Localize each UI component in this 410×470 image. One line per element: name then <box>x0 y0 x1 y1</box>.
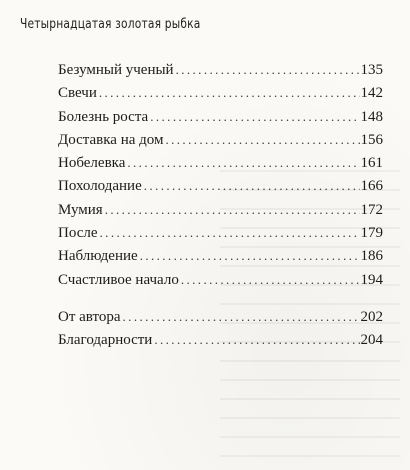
toc-entry[interactable] <box>58 198 383 221</box>
toc-entry[interactable] <box>58 58 383 81</box>
dot-leader <box>144 174 360 197</box>
dot-leader <box>127 151 359 174</box>
toc-entry[interactable] <box>58 244 383 267</box>
toc-entry[interactable] <box>58 128 383 151</box>
dot-leader <box>99 81 360 104</box>
toc-entry-title: Наблюдение <box>58 248 138 265</box>
toc-entry-title: После <box>58 225 98 242</box>
toc-entry[interactable] <box>58 305 383 328</box>
toc-entry-title: От автора <box>58 308 121 325</box>
toc-entry-page: 161 <box>360 155 383 172</box>
dot-leader <box>100 221 360 244</box>
toc-entry-title: Похолодание <box>58 178 142 195</box>
running-head: Четырнадцатая золотая рыбка <box>20 16 201 32</box>
dot-leader <box>154 328 359 351</box>
toc-group-back-matter <box>58 305 383 352</box>
toc-entry-page: 142 <box>360 85 383 102</box>
table-of-contents <box>58 58 383 352</box>
toc-entry-page: 148 <box>360 108 383 125</box>
toc-entry-page: 135 <box>360 62 383 78</box>
toc-entry-title: Болезнь роста <box>58 108 149 125</box>
toc-entry[interactable] <box>58 81 383 104</box>
toc-entry-page: 179 <box>360 225 383 242</box>
toc-entry-title: Мумия <box>58 201 103 218</box>
toc-entry-title: Нобелевка <box>58 155 126 172</box>
toc-entry-title: Доставка на дом <box>58 131 164 148</box>
toc-entry-title: Счастливое начало <box>58 271 179 288</box>
dot-leader <box>123 305 360 328</box>
toc-entry[interactable] <box>58 328 383 351</box>
toc-entry-title: Безумный ученый <box>58 62 174 78</box>
toc-entry-page: 204 <box>360 332 383 349</box>
dot-leader <box>165 128 359 151</box>
dot-leader <box>105 198 360 221</box>
toc-entry-page: 186 <box>360 248 383 265</box>
toc-entry[interactable] <box>58 268 383 291</box>
toc-entry-page: 156 <box>360 131 383 148</box>
toc-entry[interactable] <box>58 174 383 197</box>
toc-entry[interactable] <box>58 105 383 128</box>
toc-entry-title: Свечи <box>58 85 97 102</box>
dot-leader <box>150 105 359 128</box>
toc-entry-page: 194 <box>360 271 383 288</box>
toc-group-chapters <box>58 58 383 291</box>
toc-entry[interactable] <box>58 151 383 174</box>
toc-entry-page: 166 <box>360 178 383 195</box>
dot-leader <box>140 244 360 267</box>
toc-entry-page: 202 <box>360 308 383 325</box>
toc-entry[interactable] <box>58 221 383 244</box>
dot-leader <box>176 58 360 81</box>
dot-leader <box>181 268 360 291</box>
toc-entry-page: 172 <box>360 201 383 218</box>
toc-entry-title: Благодарности <box>58 332 153 349</box>
